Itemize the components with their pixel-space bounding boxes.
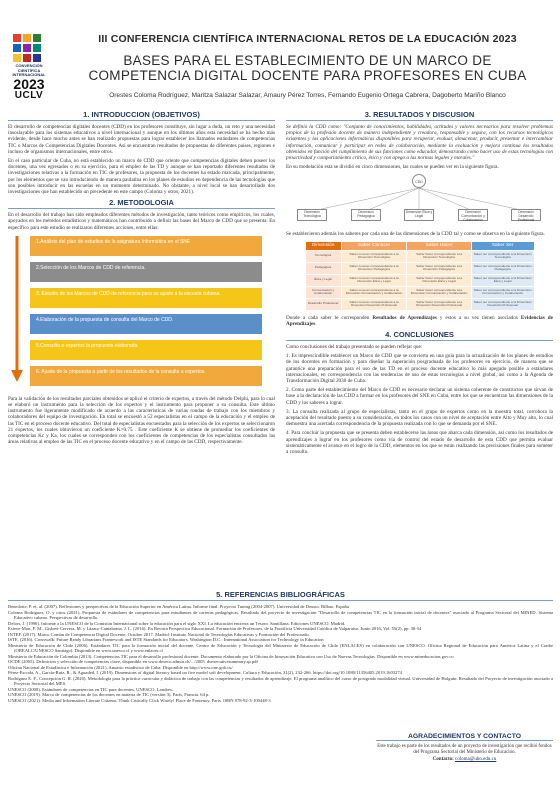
reference-item: Pérez-Escoda, A., García-Ruiz, R., & Aguaded, I. (2019). Dimensions of digital literacy based on five model soft development. Cultura y Educación, 31(2), 232-266. https://doi.org/10.1080/11356405.2019.1603274 [8,670,402,675]
poster-header [0,0,560,100]
section-heading-acknowledgements: AGRADECIMIENTOS Y CONTACTO [376,733,553,741]
table-row [305,274,534,286]
results-p4-text: y estos a su vez tienen asociados [436,314,521,321]
results-p4-strong: Evidencias de Aprendizajes [286,314,553,327]
table-cell: Saber conocer correspondiente a la Dimensión Desarrollo Profesional [341,298,407,310]
conclusion-item: 1. Es imprescindible establecer un Marco de CDD que se convierta en una guía para la actualización de los planes de estudios de los docentes en formación y para diseñar la superación posgraduada de los profesores en ejercicio, de manera que se garantice una preparación para el uso de las TD en el proceso docente educativo lo más apegado posible a estándares internacionales, en correspondencia con las tendencias de uso de estas tecnologías a nivel global, así como a la Agenda de Transformación Digital 2030 de Cuba. [286,353,553,385]
table-row [305,262,534,274]
dimension-node: Dimensión Ética y Legal [404,209,434,221]
table-cell: Saber conocer correspondiente a la Dimensión Pedagógica [341,262,407,274]
poster-title-line1: BASES PARA EL ESTABLECIMIENTO DE UN MARCO DE [123,53,492,68]
references-section [8,590,553,703]
table-cell: Tecnológica [305,250,341,262]
reference-item: UNESCO (2008). Estándares de competencias en TIC para docentes. UNESCO, Londres. [8,686,173,692]
conference-title: III CONFERENCIA CIENTÍFICA INTERNACIONAL RETOS DE LA EDUCACIÓN 2023 [98,33,517,45]
methodology-step: 2.Selección de los Marcos de CDD de referencia. [30,262,262,282]
section-heading-references: 5. REFERENCIAS BIBLIOGRÁFICAS [8,590,553,601]
reference-item: Ministerio de Educación de Chile (2006). Estándares TIC para la formación inicial del docente. Centro de Educación y Tecnología del Ministerio de Educación de Chile (ENLACES) en colaboración con UNESCO. Oficina Regional de Educación para América Latina y el Caribe (OREALC/UNESCO Santiago). Disponible en www.unesco.cl y www.enlaces.cl [8,642,553,653]
table-cell: Saber conocer correspondiente a la Dimensión Ética y Legal [341,274,407,286]
conclusions-intro: Como conclusiones del trabajo presentado se pueden reflejar que: [286,344,423,351]
methodology-step: 3. Estudio de los Marcos de CDD de referencia para su ajuste a la escuela cubana. [30,288,262,308]
table-cell: Saber conocer correspondiente a la Dimensión Tecnológica [341,250,407,262]
conclusion-item: 2. Como parte del establecimiento del Marco de CDD es necesario declarar un sistema coherente de constructos que sirvan de base a la declaración de las CDD a formar en los profesores del SNE en Cuba, entre los que se encuentran las dimensiones de la CDD y los saberes a lograr. [286,387,553,406]
table-cell: Saber ser correspondiente a la Dimensión Comunicación y Colaboración [471,286,534,298]
table-cell: Ética y Legal [305,274,341,286]
table-cell: Saber ser correspondiente a la Dimensión Ética y Legal [471,274,534,286]
right-column [286,110,553,458]
contact-colon: : [452,757,454,762]
table-row [305,286,534,298]
table-cell: Saber hacer correspondiente a la Dimensión Tecnológica [407,250,471,262]
results-paragraph-4 [286,315,553,327]
table-header-cell: Dimensión [305,241,341,250]
reference-item: Coloma Rodríguez, O. y otros (2021). Propuesta de estándares de competencias para estudiantes de carreras pedagógicas. Resultado del proyecto de investigación "Desarrollo de competencias TIC en la formación inicial de docentes" asociado al Programa Sectorial del MINED. Sistema Educativo cubano. Perspectivas de desarrollo. [8,609,553,620]
logo-square [23,54,31,62]
reference-item: UNESCO (2019). Marco de competencias de los docentes en materia de TIC (versión 3). París, Francia. 64 p. [8,692,210,697]
reference-item: OCDE (2005). Definición y selección de competencias clave, disponible en www.deseco.admin.ch/.../2005. dsexecutivesummary.sp.pdf [8,659,258,664]
contact-line [376,757,553,762]
intro-paragraph-2: En el caso particular de Cuba, no está establecido un marco de CDD que oriente que competencias digitales deben poseer los docentes, una vez egresados o en su ejercicio, para el empleo de las TD y aunque se han reportado diferentes resultados de investigaciones relativas a la formación en TIC de profesores, la propuesta de los docentes ha estado marcada, principalmente, por los elementos que se van introduciendo de manera paulatina en los planes de estudios en dependencia de las tecnologías que son posibles introducir en las escuelas en un momento determinado. No obstante, a nivel local se han desarrollado dos investigaciones que han establecido un precedente en este campo (Coloma y otros, 2021). [8,158,275,196]
contact-label: Contacto [432,757,453,762]
steps-arrow-icon [10,234,24,384]
section-heading-conclusions: 4. CONCLUSIONES [286,330,553,341]
logo-square [13,34,21,42]
reference-item: INTEF. (2017). Marco Común de Competencia Digital Docente. Octubre 2017. Madrid: Instituto Nacional de Tecnologías Educativas y Formación del Profesorado. [8,631,310,637]
reference-item: Ministerio de Educación de Colombia (2013). Competencias TIC para el desarrollo profesional docente. Documento elaborado por la Oficina de Innovación Educativa con Uso de Nuevas Tecnologías. Disponible en www.mineducacion.gov.co [8,653,454,659]
table-cell: Desarrollo Profesional [305,298,341,310]
table-cell: Pedagógica [305,262,341,274]
logo-org: UCLV [14,89,44,101]
section-heading-methodology: 2. METODOLOGIA [8,198,275,209]
table-header-row [305,241,534,250]
acknowledgements-section [376,733,553,762]
reference-item: Benedotte, P. et. al. (2007). Reflexiones y perspectivas de la Educación Superior en América Latina. Informe final. Proyecto Tuning (2004-2007). Universidad de Deusto. Bilbao. España [8,604,349,609]
results-definition: Se definió la CDD como: "Conjunto de conocimientos, habilidades, actitudes y valores necesarios para resolver problemas propios de la profesión docente de manera independiente y creadora, responsable y segura, con los recursos tecnológicos existentes y las aplicaciones informáticas disponibles para recuperar, evaluar, almacenar, producir, presentar e intercambiar información, comunicar y participar en redes de colaboración, mediante la evaluación y mejora continua los resultados obtenidos en función del cumplimiento de sus funciones como educador, demostrando como hacer uso de estas tecnologías con proactividad y comportamiento crítico, ético y con apego a las normas legales y morales." [286,124,553,162]
logo-year: 2023 [13,75,45,92]
table-header-cell: Saber Hacer [407,241,471,250]
reference-item: Rodríguez E. F., Concepción G. R. (2020). Metodología para la práctica curricular y didáctica de trabajo con las competencias y resultados de aprendizaje. El programa analítico del curso de postgrado modalidad virtual. Universidad de Holguín. Resultado del Proyecto de investigación asociado a Proyecto Sectorial del MES. [8,675,553,686]
table-cell: Saber hacer correspondiente a la Dimensión Ética y Legal [407,274,471,286]
logo-square [23,44,31,52]
logo-square [13,54,21,62]
logo-square [23,34,31,42]
references-list [8,604,553,703]
conclusion-item: 4. Para concluir la propuesta que se presenta deben establecerse las áreas que abarca cada dimensión, así como los resultados de aprendizajes a lograr en los profesores como vía de control del estado de desarrollo de esta CDD que permita evaluar sistemáticamente el avance en el logro de la CDD, elementos en los que se están realizando las precisiones finales para someter a consulta. [286,430,553,456]
dimension-node: Dimensión Comunicación y Colaboración [458,209,488,221]
logo-mark [13,34,53,62]
reference-item: Oficina Nacional de Estadística e Información (2021). Anuario estadístico de Cuba. Disponible en http://www.one.gob.cu/ [8,664,233,670]
table-row [305,250,534,262]
contact-email-link[interactable]: coloma@uho.edu.cu [455,757,497,762]
methodology-steps-diagram [8,234,275,392]
poster-title-line2: COMPETENCIA DIGITAL DOCENTE PARA PROFESORES EN CUBA [88,68,527,83]
results-paragraph-2: En su modelación esta se dividió en cinco dimensiones, las cuales se pueden ver en la siguiente figura. [286,164,499,171]
table-header-cell: Saber Ser [471,241,534,250]
logo-line2: CIENTÍFICA [17,67,41,73]
knowledge-table [305,241,535,311]
table-cell: Saber ser correspondiente a la Dimensión Pedagógica [471,262,534,274]
dimension-node: Dimensión Desarrollo Profesional [511,209,541,221]
logo-square [13,44,21,52]
left-column [8,110,275,448]
table-row [305,298,534,310]
results-p4-strong: Resultados de Aprendizajes [372,314,437,321]
table-cell: Saber hacer correspondiente a la Dimensión Pedagógica [407,262,471,274]
methodology-step: 1.Análisis del plan de estudios de la asignatura Informática en el SNE [30,236,262,256]
method-paragraph-1: En el desarrollo del trabajo han sido empleados diferentes métodos de investigación, tanto teóricos como empíricos, los cuales, apoyados en los métodos estadísticos y matemáticos han contribuido a definir las bases del Marco de CDD que se presenta. En específico para este estudio se realizaron diferentes acciones, entre ellas: [8,212,275,231]
results-p4-text: . [315,320,317,327]
intro-paragraph-1: El desarrollo de competencias digitales docentes (CDD) en los profesores constituye, sin lugar a duda, un reto y una necesidad insoslayable para los sistemas educativos a nivel internacional y aunque en los últimos años esta necesidad se ha hecho más evidente, desde hace mucho antes se han realizado propuestas para lograr establecer los llamados estándares de competencias TIC o Marcos de Competencias Digitales Docentes. Así se encuentran resultados de propuestas de diferentes países, regiones e incluso de organismos internacionales, entre otros. [8,124,275,155]
dimension-node: Dimensión Pedagógica [351,209,381,221]
table-cell: Saber hacer correspondiente a la Dimensión Desarrollo Profesional [407,298,471,310]
reference-item: Esteve-Mon, F. M., Gisbert-Cervera, M. y Lázaro-Cantabrana, J. L. (2016). En Revista Perspectiva Educacional. Formación de Profesores, de la Pontificia Universidad Católica de Valparaíso. Junio 2016, Vol. 55(2), pp. 38-54 [8,626,422,631]
logo-line3: INTERNACIONAL [12,72,46,77]
dimension-center-node: CDD [412,174,426,188]
table-cell: Comunicación y Colaboración [305,286,341,298]
table-cell: Saber ser correspondiente a la Dimensión Desarrollo Profesional [471,298,534,310]
table-header-cell: Saber Conocer [341,241,407,250]
reference-item: Delors, J. (1996). Informe a la UNESCO de la Comisión Internacional sobre la educación para el siglo XXI. La educación encierra un Tesoro. Santillana. Ediciones UNESCO. Madrid. [8,620,346,626]
section-heading-introduction: 1. INTRODUCCION (OBJETIVOS) [8,110,275,121]
acknowledgements-text: Este trabajo es parte de los resultados de un proyecto de investigación que recibió fondos del Programa Sectorial del Ministerio de Educación. [377,744,552,755]
logo-square [33,44,41,52]
results-paragraph-3: Se establecieron además los saberes por cada una de las dimensiones de la CDD tal y como se observa en la siguiente figura. [286,231,545,238]
section-heading-results: 3. RESULTADOS Y DISCUSION [286,110,553,121]
logo-line1: CONVENCIÓN [15,63,43,68]
method-paragraph-2: Para la validación de los resultados parciales obtenidos se aplicó el criterio de expertos, a través del método Delphi, para lo cual se elaboró un instrumento para la selección de los expertos y el instrumento para proponer a su consulta. Este último instrumento fue ligeramente modificado de acuerdo a las características de varias rondas de trabajo con los miembros y colaboradores del equipo de investigación. En total se encuestó a 52 especialistas en el campo de la educación y el empleo de las TIC en el proceso docente educativo. Del total de especialistas encuestados para la selección de los expertos se seleccionaron 21 expertos, los cuales obtuvieron un coeficiente K>0.75 . Este coeficiente K se obtiene de promediar los coeficientes de competencias Kc y Ka, los cuales se corresponden con los coeficientes de competencias de los especialistas consultados las áreas relativas al empleo de las TIC en el proceso docente educativo y en el campo de las CDD, respectivamente. [8,395,275,446]
conclusion-item: 3. La consulta realizada al grupo de especialistas, tanto en el grupo de expertos como en la muestra total, corrobora la aceptación del resultado puesto a su consideración, en todos los casos con un nivel de aceptación entre Alto y Muy alto, lo cual demuestra una acertada correspondencia de la propuesta realizada con lo que se demanda por el SNE. [286,408,553,428]
reference-item: UNESCO (2021). Media and Information Literate Citizens. Think Critically Click Wisely! Place de Fontenoy, Paris. ISBN 978-92-3-100448-3 [8,697,271,703]
table-cell: Saber hacer correspondiente a la Dimensión Comunicación y Colaboración [407,286,471,298]
dimension-node: Dimensión Tecnológica [297,209,327,221]
logo-square [33,34,41,42]
table-cell: Saber ser correspondiente a la Dimensión Tecnológica [471,250,534,262]
conference-logo [5,34,53,100]
methodology-step: 5.Consulta a expertos la propuesta elaborada. [30,340,262,360]
methodology-step: 6. Ajuste de la propuesta a partir de los resultados de la consulta a expertos. [30,366,262,386]
dimensions-diagram [286,173,553,227]
reference-item: ISTE. (2016). Crosswalk: Future Ready Librarians Framework and ISTE Standards for Educators. Washington D.C.: International Association for Technology in Education [8,637,324,642]
authors: Orestes Coloma Rodríguez, Maritza Salazar Salazar, Amaury Pérez Torres, Fernando Eugenio Ortega Cabrera, Dagoberto Mariño Blanco [109,92,506,99]
methodology-step: 4.Elaboración de la propuesta de consulta del Marco de CDD. [30,314,262,334]
results-p4-text: Donde a cada saber le corresponden [286,314,373,321]
logo-square [33,54,41,62]
table-cell: Saber conocer correspondiente a la Dimensión Comunicación y Colaboración [341,286,407,298]
poster-title [60,53,555,83]
